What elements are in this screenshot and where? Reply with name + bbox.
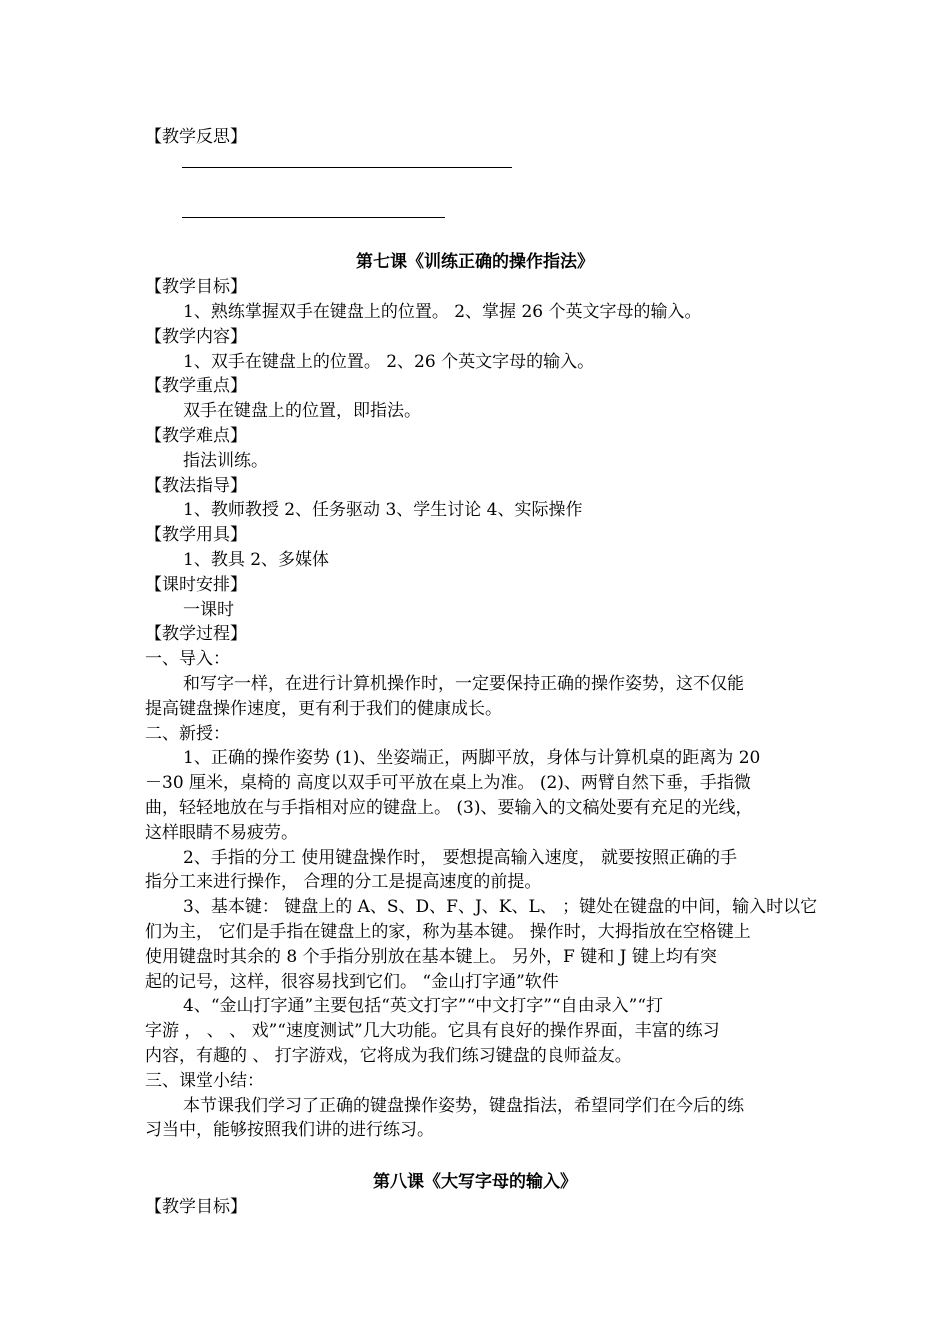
p1-line-1: 1、正确的操作姿势 (1)、坐姿端正，两脚平放，身体与计算机桌的距离为 20	[183, 748, 761, 768]
lesson7-goals-text: 1、熟练掌握双手在键盘上的位置。 2、掌握 26 个英文字母的输入。	[183, 302, 702, 322]
reflection-heading: 【教学反思】	[145, 127, 247, 147]
p3-line-1: 3、基本键： 键盘上的 A、S、D、F、J、K、L、 ；键处在键盘的中间，输入时以它	[183, 897, 818, 917]
p2-line-2: 指分工来进行操作， 合理的分工是提高速度的前提。	[145, 872, 542, 892]
p3-line-2: 们为主， 它们是手指在键盘上的家，称为基本键。 操作时，大拇指放在空格键上	[145, 922, 751, 942]
summary-line-1: 本节课我们学习了正确的键盘操作姿势，键盘指法，希望同学们在今后的练	[183, 1096, 744, 1116]
lesson7-tools-text: 1、教具 2、多媒体	[183, 550, 330, 570]
lesson7-schedule-heading: 【课时安排】	[145, 575, 247, 595]
lesson8-title: 第八课《大写字母的输入》	[373, 1172, 577, 1192]
lesson7-title: 第七课《训练正确的操作指法》	[356, 252, 594, 272]
p1-line-3: 曲，轻轻地放在与手指相对应的键盘上。 (3)、要输入的文稿处要有充足的光线，	[145, 798, 753, 818]
p4-line-2: 字游 ， 、 、 戏”“速度测试”几大功能。它具有良好的操作界面，丰富的练习	[145, 1021, 720, 1041]
new-heading: 二、新授：	[145, 724, 230, 744]
lesson8-goals-heading: 【教学目标】	[145, 1197, 247, 1217]
intro-heading: 一、导入：	[145, 649, 230, 669]
reflection-blank-line-1	[182, 167, 512, 168]
p4-line-1: 4、“金山打字通”主要包括“英文打字”“中文打字”“自由录入”“打	[183, 996, 664, 1016]
lesson7-method-heading: 【教法指导】	[145, 476, 247, 496]
lesson7-method-text: 1、教师教授 2、任务驱动 3、学生讨论 4、实际操作	[183, 500, 583, 520]
summary-line-2: 习当中，能够按照我们讲的进行练习。	[145, 1120, 434, 1140]
lesson7-goals-heading: 【教学目标】	[145, 277, 247, 297]
lesson7-difficulty-text: 指法训练。	[183, 451, 268, 471]
p1-line-4: 这样眼睛不易疲劳。	[145, 823, 298, 843]
lesson7-content-text: 1、双手在键盘上的位置。 2、26 个英文字母的输入。	[183, 352, 595, 372]
lesson7-content-heading: 【教学内容】	[145, 327, 247, 347]
p2-line-1: 2、手指的分工 使用键盘操作时， 要想提高输入速度， 就要按照正确的手	[183, 848, 738, 868]
p3-line-3: 使用键盘时其余的 8 个手指分别放在基本键上。 另外，F 键和 J 键上均有突	[145, 947, 717, 967]
lesson7-process-heading: 【教学过程】	[145, 624, 247, 644]
p4-line-3: 内容，有趣的 、 打字游戏，它将成为我们练习键盘的良师益友。	[145, 1046, 632, 1066]
lesson7-tools-heading: 【教学用具】	[145, 525, 247, 545]
summary-heading: 三、课堂小结：	[145, 1071, 264, 1091]
lesson7-key-heading: 【教学重点】	[145, 376, 247, 396]
intro-line-1: 和写字一样，在进行计算机操作时，一定要保持正确的操作姿势，这不仅能	[183, 674, 744, 694]
reflection-blank-line-2	[182, 217, 445, 218]
lesson7-difficulty-heading: 【教学难点】	[145, 426, 247, 446]
p3-line-4: 起的记号，这样，很容易找到它们。 “金山打字通”软件	[145, 972, 559, 992]
lesson7-schedule-text: 一课时	[183, 600, 234, 620]
intro-line-2: 提高键盘操作速度，更有利于我们的健康成长。	[145, 699, 502, 719]
p1-line-2: －30 厘米，桌椅的 高度以双手可平放在桌上为准。 (2)、两臂自然下垂，手指微	[145, 773, 751, 793]
lesson7-key-text: 双手在键盘上的位置，即指法。	[183, 401, 421, 421]
